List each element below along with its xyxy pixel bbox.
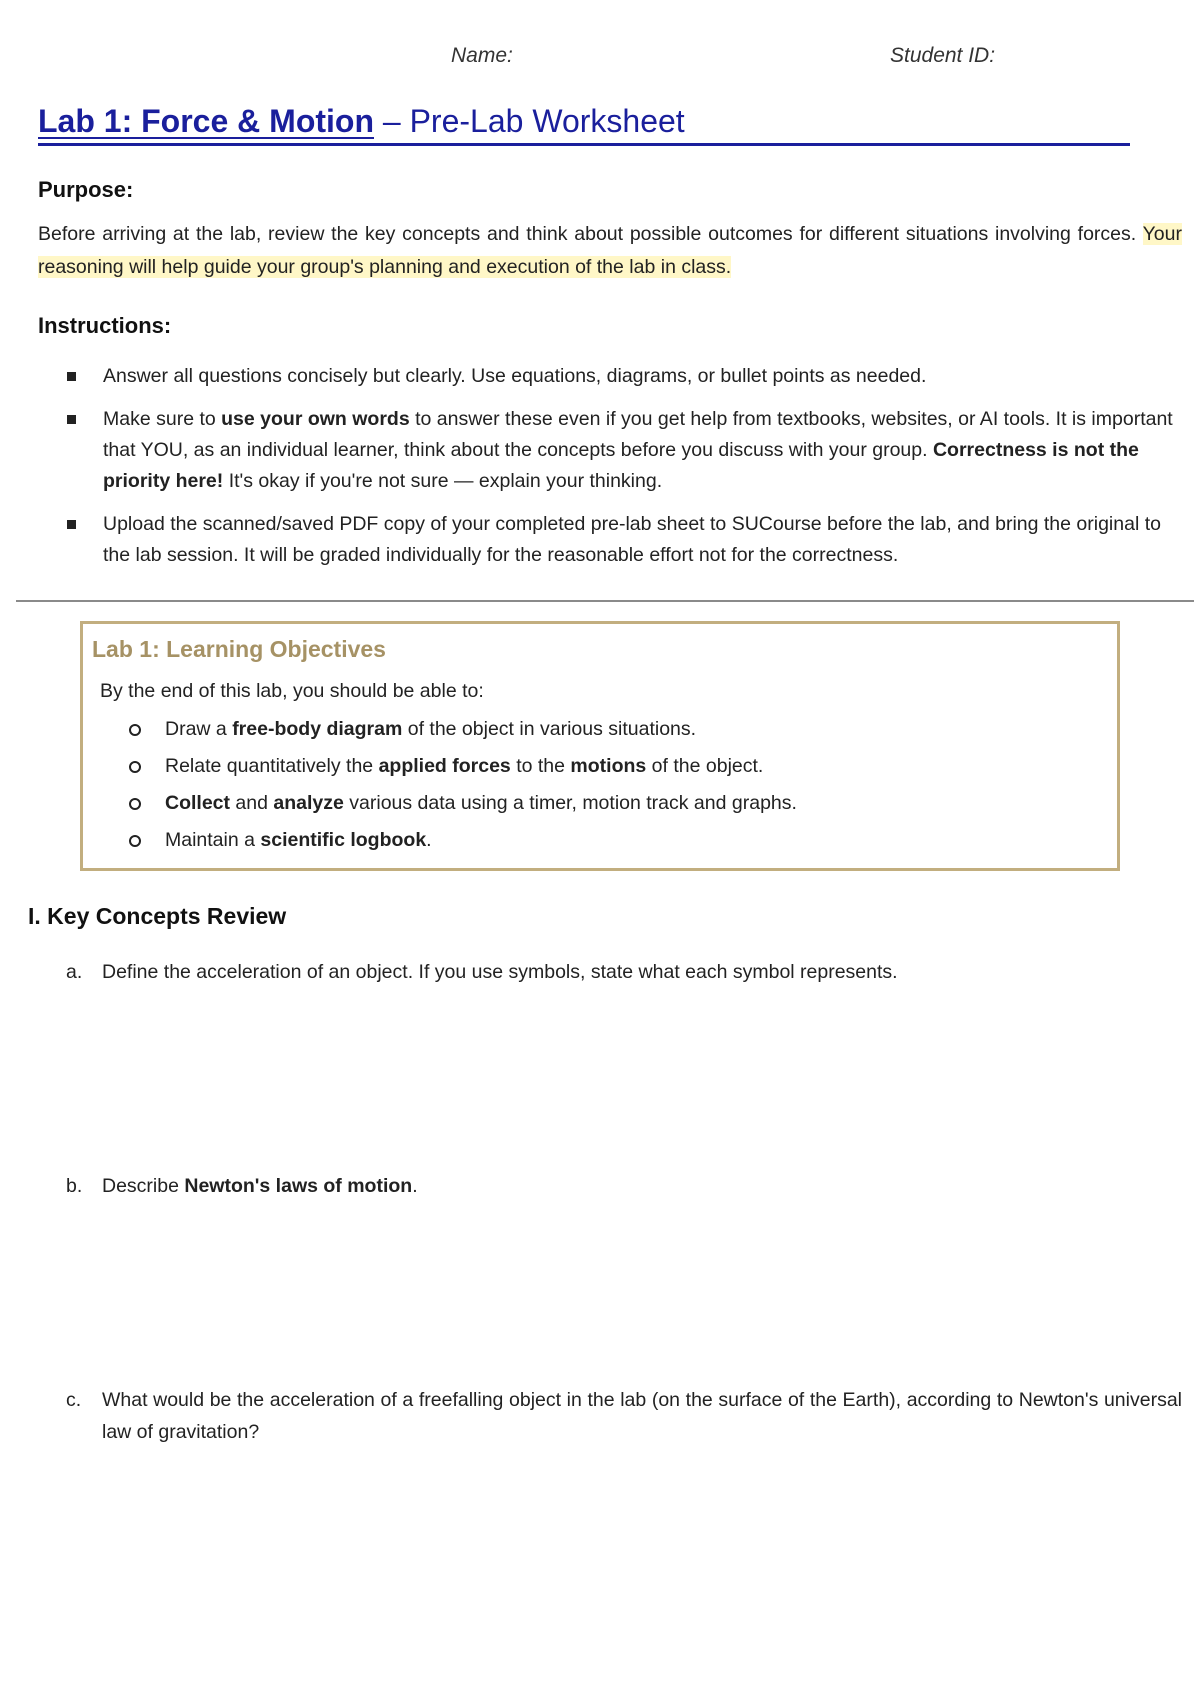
objective-bold: analyze [273,792,344,814]
question-text [102,1170,1182,1202]
objective-text: Draw a [165,718,233,740]
instruction-text-pre: Make sure to [103,408,222,430]
question-label: c. [66,1389,82,1411]
section-title-key-concepts: I. Key Concepts Review [28,903,287,929]
instructions-list [38,361,1188,583]
page-title [38,103,1130,146]
objective-text: Maintain a [165,829,261,851]
purpose-body: Before arriving at the lab, review the key concepts and think about possible outcomes for different situations involving forces. [38,223,1143,245]
objective-item [83,790,797,827]
objective-text: of the object. [646,755,764,777]
instruction-text-post-2: It's okay if you're not sure — explain your thinking. [223,470,663,492]
objectives-title: Lab 1: Learning Objectives [92,636,386,662]
circle-bullet-icon [129,835,141,847]
square-bullet-icon [67,372,76,381]
question-text: What would be the acceleration of a freefalling object in the lab (on the surface of the Earth), according to Newton's universal law of gravitation? [102,1389,1182,1443]
circle-bullet-icon [129,724,141,736]
instruction-item [38,404,1188,497]
name-label: Name: [451,44,513,67]
header-fields [0,44,1200,74]
learning-objectives-box [80,621,1120,871]
objective-item [83,716,797,753]
objective-text: Relate quantitatively the [165,755,379,777]
objective-bold: free-body diagram [232,718,403,740]
objective-text: and [230,792,274,814]
objectives-intro: By the end of this lab, you should be able to: [100,680,484,702]
title-main: Lab 1: Force & Motion [38,103,374,139]
objective-bold: applied forces [378,755,511,777]
circle-bullet-icon [129,798,141,810]
objective-bold: Collect [165,792,231,814]
instruction-item [38,361,1188,392]
instruction-emphasis-2: Correctness is not the priority here! [103,439,1139,492]
objective-bold: motions [570,755,647,777]
objective-text: of the object in various situations. [402,718,697,740]
question-c [38,1384,1182,1448]
title-sub: – Pre-Lab Worksheet [374,103,685,139]
circle-bullet-icon [129,761,141,773]
question-label: b. [66,1175,83,1197]
objective-text: various data using a timer, motion track and graphs. [343,792,797,814]
square-bullet-icon [67,520,76,529]
objective-item [83,753,797,790]
question-text-pre: Describe [102,1175,185,1197]
objective-bold: scientific logbook [260,829,427,851]
objective-text: to the [510,755,571,777]
square-bullet-icon [67,415,76,424]
objectives-list [83,716,797,864]
student-id-label: Student ID: [890,44,996,67]
question-a [38,956,1182,988]
objective-text: . [426,829,432,851]
instruction-item [38,509,1188,571]
question-emphasis: Newton's laws of motion [184,1175,413,1197]
objective-item [83,827,797,864]
section-divider [16,600,1194,602]
instructions-heading: Instructions: [38,313,172,338]
purpose-text [38,218,1182,284]
question-label: a. [66,961,83,983]
instruction-text-post: to answer these even if you get help from textbooks, websites, or AI tools. It is important that YOU, as an individual learner, think about the concepts before you discuss with your group. [103,408,1173,461]
purpose-heading: Purpose: [38,177,134,202]
instruction-text: Answer all questions concisely but clearly. Use equations, diagrams, or bullet points as needed. [103,365,927,387]
instruction-emphasis: use your own words [221,408,410,430]
purpose-highlight: Your reasoning will help guide your group's planning and execution of the lab in class. [38,223,1182,278]
instruction-text: Upload the scanned/saved PDF copy of your completed pre-lab sheet to SUCourse before the lab, and bring the original to the lab session. It will be graded individually for the reasonable effort not for the correctness. [103,513,1161,566]
question-text: Define the acceleration of an object. If you use symbols, state what each symbol represents. [102,961,898,983]
question-b [38,1170,1182,1202]
question-text-post: . [412,1175,418,1197]
